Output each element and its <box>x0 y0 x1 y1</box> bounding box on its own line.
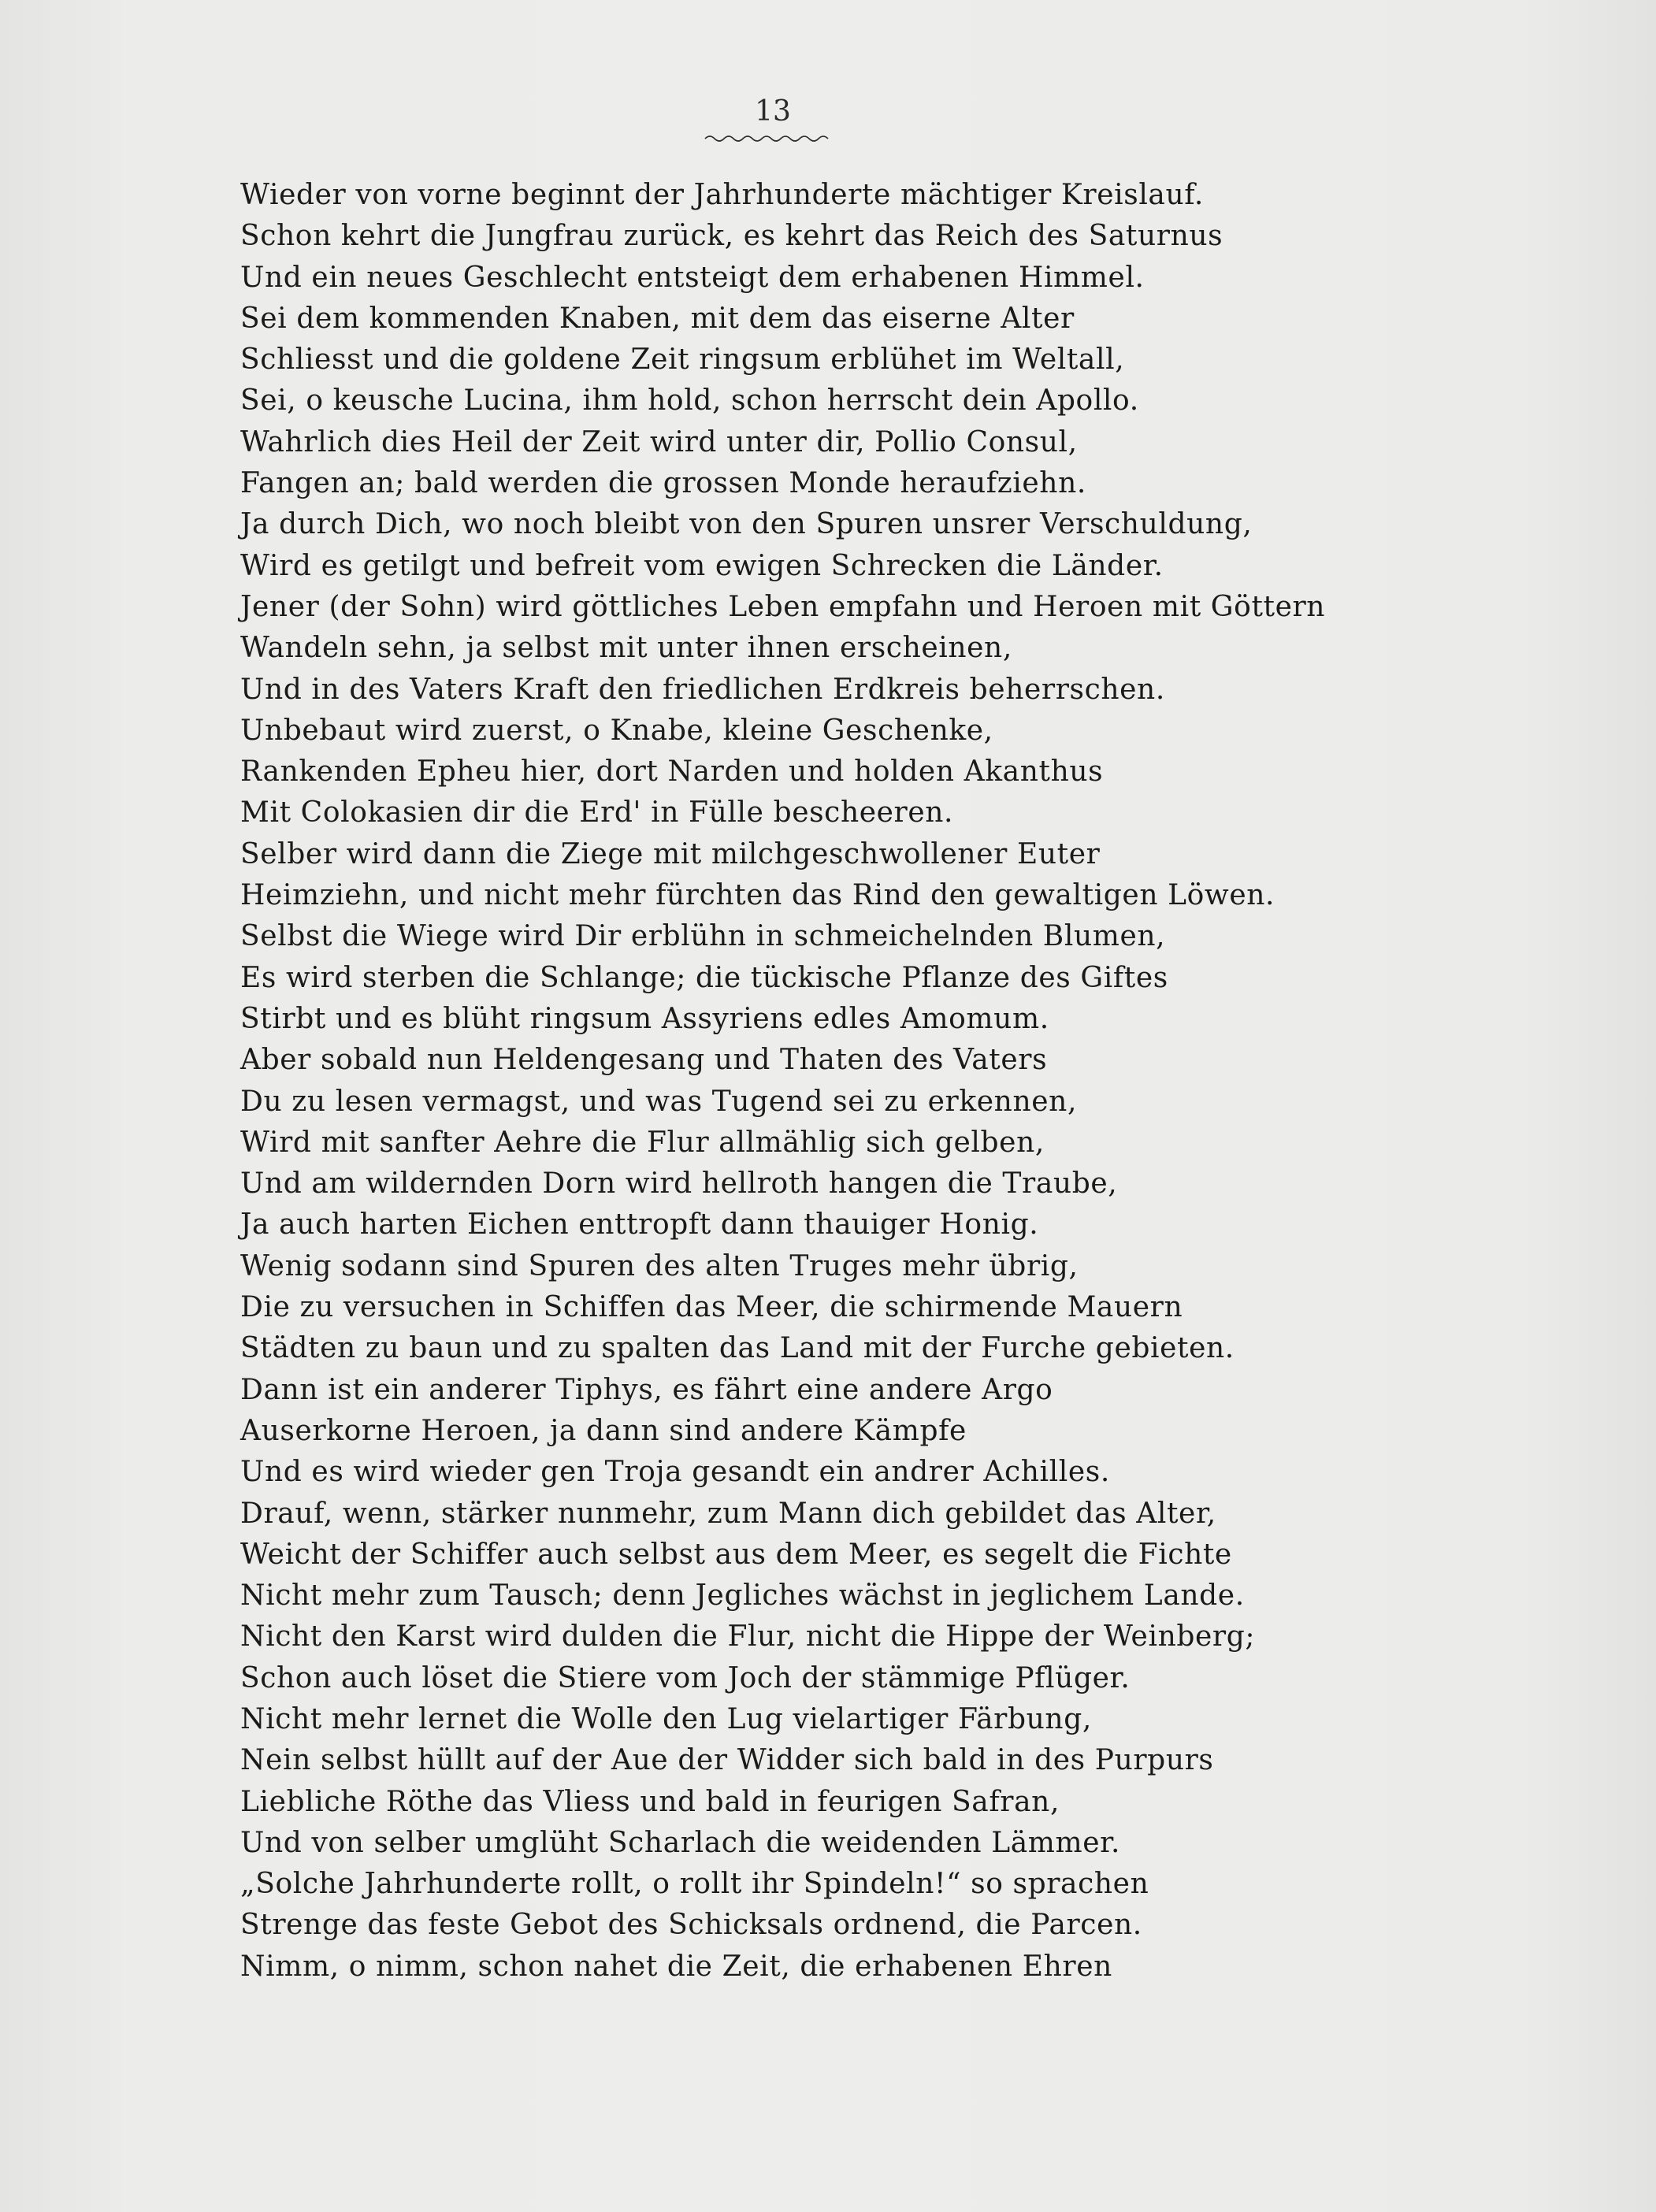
verse-line: Schon kehrt die Jungfrau zurück, es kehrt das Reich des Saturnus <box>240 220 1223 253</box>
verse-line: Du zu lesen vermagst, und was Tugend sei zu erkennen, <box>240 1085 1077 1118</box>
verse-line: Nicht mehr lernet die Wolle den Lug vielartiger Färbung, <box>240 1702 1092 1735</box>
verse-line: Drauf, wenn, stärker nunmehr, zum Mann dich gebildet das Alter, <box>240 1497 1216 1530</box>
verse-line: Weicht der Schiffer auch selbst aus dem Meer, es segelt die Fichte <box>240 1538 1232 1571</box>
verse-line: Es wird sterben die Schlange; die tückische Pflanze des Giftes <box>240 961 1168 994</box>
verse-line: Die zu versuchen in Schiffen das Meer, die schirmende Mauern <box>240 1291 1183 1324</box>
verse-line: Jener (der Sohn) wird göttliches Leben empfahn und Heroen mit Göttern <box>240 590 1326 623</box>
verse-line: Dann ist ein anderer Tiphys, es fährt eine andere Argo <box>240 1373 1053 1406</box>
verse-line: Stirbt und es blüht ringsum Assyriens edles Amomum. <box>240 1002 1049 1035</box>
verse-line: „Solche Jahrhunderte rollt, o rollt ihr Spindeln!“ so sprachen <box>240 1868 1149 1901</box>
verse-line: Liebliche Röthe das Vliess und bald in feurigen Safran, <box>240 1785 1060 1818</box>
verse-line: Und ein neues Geschlecht entsteigt dem erhabenen Himmel. <box>240 261 1145 294</box>
verse-line: Und in des Vaters Kraft den friedlichen Erdkreis beherrschen. <box>240 673 1165 706</box>
verse-line: Nein selbst hüllt auf der Aue der Widder sich bald in des Purpurs <box>240 1744 1214 1777</box>
verse-line: Wird es getilgt und befreit vom ewigen Schrecken die Länder. <box>240 549 1164 582</box>
verse-line: Ja durch Dich, wo noch bleibt von den Spuren unsrer Verschuldung, <box>240 508 1253 541</box>
verse-line: Ja auch harten Eichen enttropft dann thauiger Honig. <box>240 1208 1039 1241</box>
poem-verses <box>240 175 1580 1987</box>
verse-line: Selbst die Wiege wird Dir erblühn in schmeichelnden Blumen, <box>240 920 1166 953</box>
verse-line: Strenge das feste Gebot des Schicksals ordnend, die Parcen. <box>240 1909 1142 1942</box>
verse-line: Rankenden Epheu hier, dort Narden und holden Akanthus <box>240 755 1104 789</box>
verse-line: Nimm, o nimm, schon nahet die Zeit, die erhabenen Ehren <box>240 1950 1112 1983</box>
verse-line: Wandeln sehn, ja selbst mit unter ihnen erscheinen, <box>240 632 1012 665</box>
verse-line: Wird mit sanfter Aehre die Flur allmählig sich gelben, <box>240 1126 1045 1159</box>
verse-line: Heimziehn, und nicht mehr fürchten das Rind den gewaltigen Löwen. <box>240 879 1275 912</box>
verse-line: Städten zu baun und zu spalten das Land mit der Furche gebieten. <box>240 1332 1235 1365</box>
verse-line: Selber wird dann die Ziege mit milchgeschwollener Euter <box>240 837 1101 870</box>
verse-line: Sei, o keusche Lucina, ihm hold, schon herrscht dein Apollo. <box>240 384 1139 418</box>
verse-line: Sei dem kommenden Knaben, mit dem das eiserne Alter <box>240 302 1075 335</box>
verse-line: Und am wildernden Dorn wird hellroth hangen die Traube, <box>240 1167 1118 1201</box>
verse-line: Aber sobald nun Heldengesang und Thaten des Vaters <box>240 1044 1048 1077</box>
verse-line: Wenig sodann sind Spuren des alten Truges mehr übrig, <box>240 1249 1079 1282</box>
verse-line: Und von selber umglüht Scharlach die weidenden Lämmer. <box>240 1826 1121 1859</box>
page-number: 13 <box>755 95 791 128</box>
verse-line: Nicht mehr zum Tausch; denn Jegliches wächst in jeglichem Lande. <box>240 1579 1245 1613</box>
verse-line: Schon auch löset die Stiere vom Joch der stämmige Pflüger. <box>240 1661 1131 1694</box>
wavy-ornament <box>704 132 830 145</box>
verse-line: Unbebaut wird zuerst, o Knabe, kleine Geschenke, <box>240 714 993 747</box>
verse-line: Mit Colokasien dir die Erd' in Fülle bescheeren. <box>240 796 954 830</box>
verse-line: Und es wird wieder gen Troja gesandt ein andrer Achilles. <box>240 1456 1110 1489</box>
verse-line: Fangen an; bald werden die grossen Monde heraufziehn. <box>240 467 1086 500</box>
verse-line: Schliesst und die goldene Zeit ringsum erblühet im Weltall, <box>240 343 1125 377</box>
verse-line: Auserkorne Heroen, ja dann sind andere Kämpfe <box>240 1414 967 1447</box>
verse-line: Wahrlich dies Heil der Zeit wird unter dir, Pollio Consul, <box>240 425 1078 458</box>
verse-line: Nicht den Karst wird dulden die Flur, nicht die Hippe der Weinberg; <box>240 1620 1256 1653</box>
verse-line: Wieder von vorne beginnt der Jahrhunderte mächtiger Kreislauf. <box>240 179 1204 211</box>
